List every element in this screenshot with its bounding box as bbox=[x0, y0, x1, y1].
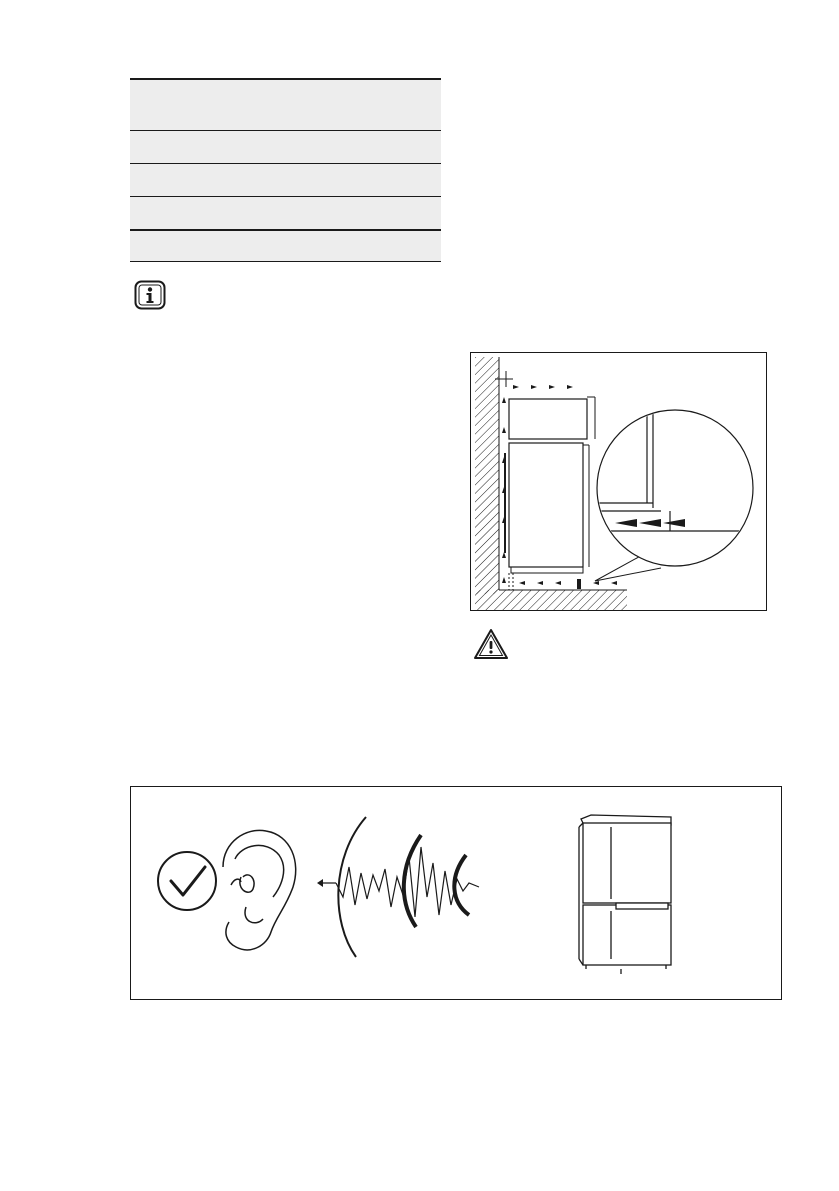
table-row bbox=[130, 163, 441, 196]
table-row bbox=[130, 229, 441, 262]
table-row bbox=[130, 130, 441, 163]
ear-icon bbox=[223, 830, 296, 950]
checkmark-icon bbox=[158, 852, 216, 910]
spec-table bbox=[130, 78, 441, 262]
ventilation-diagram bbox=[470, 352, 767, 611]
table-row bbox=[130, 196, 441, 229]
noise-illustration bbox=[130, 786, 782, 1000]
table-header-row bbox=[130, 78, 441, 130]
warning-icon bbox=[473, 628, 509, 661]
fridge-freezer-icon bbox=[579, 815, 671, 974]
info-icon bbox=[134, 280, 166, 310]
